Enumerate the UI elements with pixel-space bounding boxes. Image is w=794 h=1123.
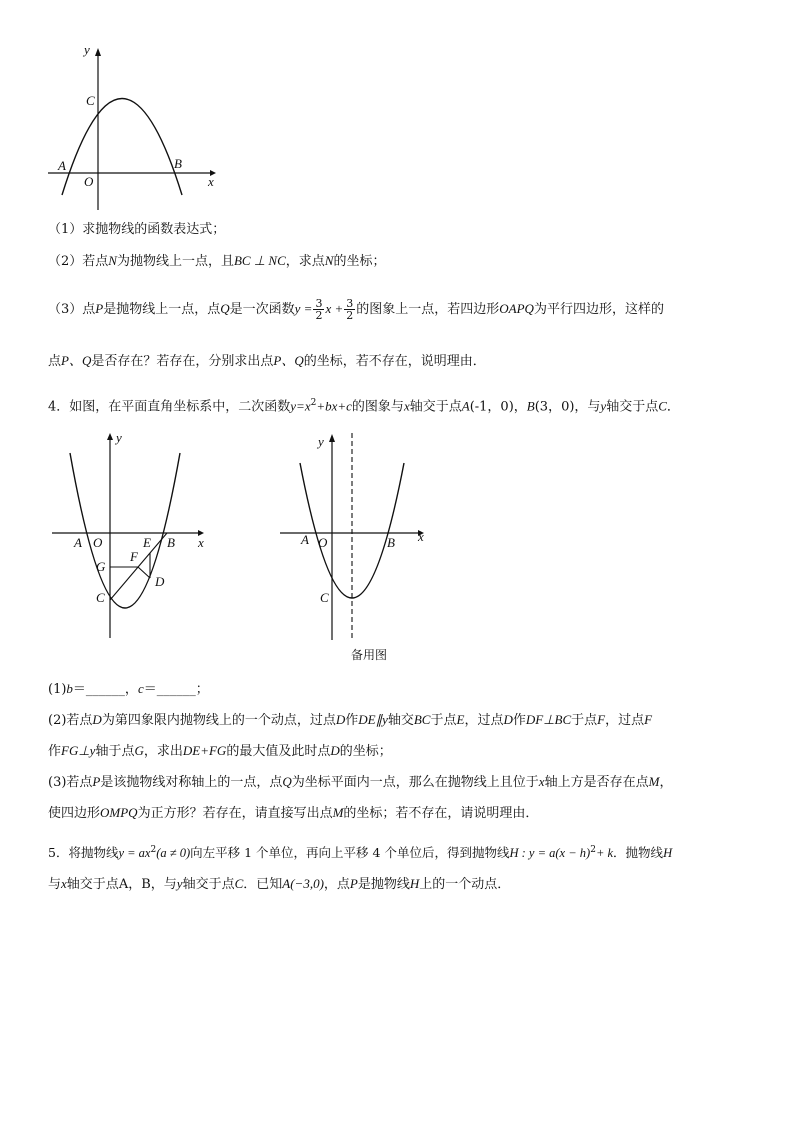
var-P: P: [92, 774, 101, 789]
var-x: x: [61, 876, 67, 891]
var-P: P: [95, 301, 104, 316]
var-x: x: [403, 398, 410, 414]
var-Q: Q: [282, 774, 292, 789]
var-F: F: [644, 712, 653, 727]
blank: ＝______；: [143, 682, 209, 697]
var-c: c: [137, 681, 144, 696]
text: （2）若点: [48, 254, 109, 269]
var-N: N: [324, 253, 334, 268]
label-E: E: [143, 535, 151, 550]
text: ，: [128, 877, 142, 892]
text: 5．将抛物线: [48, 845, 119, 861]
q5-line2: [48, 875, 510, 894]
text: 作: [345, 713, 359, 728]
numerator: 3: [315, 297, 323, 310]
label-x: x: [418, 529, 424, 544]
numerator: 3: [346, 297, 354, 310]
text: 点: [48, 354, 62, 369]
text: 为正方形？若存在，请直接写出点: [137, 806, 333, 821]
label-B: B: [387, 535, 395, 550]
text: ．已知: [243, 877, 283, 892]
var-D: D: [335, 712, 346, 727]
var-A: A: [118, 877, 129, 892]
parabola-curve: [62, 99, 182, 196]
label-x: x: [208, 174, 214, 189]
figure-parabola-2: [40, 428, 220, 643]
q3-part3-line1: [48, 298, 664, 321]
var-C: C: [658, 398, 667, 414]
text: 轴交于点: [606, 399, 659, 415]
text: 的坐标；: [339, 744, 392, 759]
text: 于点: [571, 713, 598, 728]
text: 轴上方是否存在点: [544, 775, 649, 790]
text: 使四边形: [48, 806, 101, 821]
quad-OMPQ: OMPQ: [100, 805, 138, 820]
var-Q: Q: [220, 301, 230, 316]
expr-DF: DF⊥BC: [525, 712, 572, 727]
blank: ＝______，: [72, 682, 138, 697]
q4-part3-line2: [48, 804, 538, 823]
text: ，过点: [464, 713, 504, 728]
text: ，与: [150, 877, 177, 892]
label-B: B: [167, 535, 175, 550]
var-C: C: [234, 876, 244, 891]
text: ．: [666, 399, 680, 415]
label-C: C: [96, 590, 105, 605]
q3-part3-line2: [48, 352, 486, 371]
var-D: D: [503, 712, 513, 727]
text: 于点: [430, 713, 457, 728]
var-A: A: [461, 398, 470, 414]
q4-stem: [48, 394, 680, 416]
fraction-3-2: [313, 298, 324, 321]
var-M: M: [648, 774, 660, 789]
denominator: 2: [315, 309, 323, 322]
text: 与: [48, 877, 62, 892]
coord-A: A(−3,0): [282, 876, 324, 891]
func: +bx+c: [316, 398, 352, 414]
figure-parabola-3-backup: [270, 428, 440, 666]
var-P: P: [349, 876, 358, 891]
label-x: x: [198, 535, 204, 550]
segment-DF: [138, 567, 150, 578]
func-H: + k: [595, 846, 614, 861]
var-B: B: [526, 398, 535, 414]
text: ，: [659, 775, 673, 790]
func-x: x +: [325, 301, 344, 316]
var-x: x: [538, 774, 545, 789]
exponent: 2: [590, 845, 596, 855]
label-O: O: [93, 535, 103, 550]
var-y: y: [600, 398, 607, 414]
q3-part1-text: （1）求抛物线的函数表达式；: [48, 222, 226, 237]
func-lhs: y =: [294, 301, 313, 316]
figure-parabola-1: [40, 40, 230, 215]
text: 的图象与: [351, 399, 404, 415]
q5-line1: [48, 841, 672, 862]
text: 的最大值及此时点: [226, 744, 331, 759]
var-B: B: [141, 877, 151, 892]
text: 向左平移 1 个单位，再向上平移 4 个单位后，得到抛物线: [190, 845, 510, 861]
q4-part2-line1: [48, 711, 652, 730]
var-D: D: [330, 743, 340, 758]
label-O: O: [318, 535, 328, 550]
var-y: y: [176, 876, 183, 891]
figure-caption: 备用图: [351, 648, 388, 662]
y-axis-arrow: [107, 433, 113, 440]
text: ，求出: [143, 744, 183, 759]
text: ，过点: [605, 713, 645, 728]
var-G: G: [134, 743, 144, 758]
denominator: 2: [346, 309, 354, 322]
var-M: M: [332, 805, 344, 820]
exponent: 2: [150, 845, 157, 855]
text: (1): [48, 682, 67, 697]
label-D: D: [155, 574, 165, 589]
q4-part3-line1: [48, 773, 672, 792]
text: 是否存在？若存在，分别求出点: [91, 354, 274, 369]
label-y: y: [318, 434, 324, 449]
var-N: N: [108, 253, 117, 268]
text: 为坐标平面内一点，那么在抛物线上且位于: [291, 775, 539, 790]
func: y = ax: [118, 846, 151, 861]
label-C: C: [320, 590, 329, 605]
func: y=x: [290, 398, 311, 414]
var-H: H: [409, 876, 420, 891]
var-b: b: [66, 681, 73, 696]
label-y: y: [116, 430, 122, 445]
text: 轴交于点: [409, 399, 462, 415]
text: 4．如图，在平面直角坐标系中，二次函数: [48, 399, 291, 415]
text: 是一次函数: [229, 302, 295, 317]
text: 轴交: [387, 713, 414, 728]
expr-DE: DE∥y: [358, 712, 388, 727]
fraction-3-2: [344, 298, 355, 321]
vars-PQ: P、Q: [273, 353, 304, 368]
exponent: 2: [310, 398, 317, 408]
text: ．抛物线: [613, 845, 664, 861]
quad-OAPQ: OAPQ: [499, 301, 534, 316]
q4-part1: [48, 680, 209, 699]
text: 轴交于点: [66, 877, 119, 892]
label-A: A: [58, 158, 66, 173]
text: 轴交于点: [182, 877, 235, 892]
text: 的坐标，若不存在，说明理由．: [303, 354, 486, 369]
func-H: H : y = a(x − h): [509, 846, 591, 861]
vars-PQ: P、Q: [61, 353, 92, 368]
expr-perp: BC ⊥ NC: [233, 253, 286, 268]
label-B: B: [174, 156, 182, 171]
label-G: G: [96, 559, 106, 574]
coord: (3，0)，与: [534, 399, 601, 415]
text: 为抛物线上一点，且: [116, 254, 234, 269]
text: 为平行四边形，这样的: [533, 302, 664, 317]
text: 为第四象限内抛物线上的一个动点，过点: [101, 713, 336, 728]
q3-part1: [48, 221, 225, 239]
text: 的坐标；若不存在，请说明理由．: [343, 806, 539, 821]
var-D: D: [92, 712, 102, 727]
label-O: O: [84, 174, 94, 189]
var-E: E: [456, 712, 465, 727]
text: (3)若点: [48, 775, 93, 790]
text: 轴于点: [95, 744, 135, 759]
y-axis-arrow: [329, 434, 335, 442]
var-H: H: [663, 846, 673, 861]
label-F: F: [130, 549, 138, 564]
expr-DEFG: DE+FG: [182, 743, 227, 758]
y-axis-arrow: [95, 48, 101, 56]
text: 是抛物线: [357, 877, 410, 892]
label-A: A: [301, 532, 309, 547]
text: 的坐标；: [333, 254, 386, 269]
text: ，求点: [285, 254, 325, 269]
text: 是该抛物线对称轴上的一点，点: [100, 775, 283, 790]
text: （3）点: [48, 302, 96, 317]
text: ，点: [323, 877, 350, 892]
text: 作: [48, 744, 62, 759]
label-A: A: [74, 535, 82, 550]
label-C: C: [86, 93, 95, 108]
func: (a ≠ 0): [156, 846, 191, 861]
expr-FG: FG⊥y: [61, 743, 96, 758]
q4-part2-line2: [48, 742, 392, 761]
label-y: y: [84, 42, 90, 57]
text: 的图象上一点，若四边形: [356, 302, 500, 317]
var-F: F: [597, 712, 606, 727]
text: 上的一个动点．: [419, 877, 511, 892]
coord: (-1，0)，: [469, 399, 527, 415]
text: (2)若点: [48, 713, 93, 728]
text: 作: [512, 713, 526, 728]
var-BC: BC: [413, 712, 431, 727]
q3-part2: [48, 252, 385, 271]
text: 是抛物线上一点，点: [103, 302, 221, 317]
